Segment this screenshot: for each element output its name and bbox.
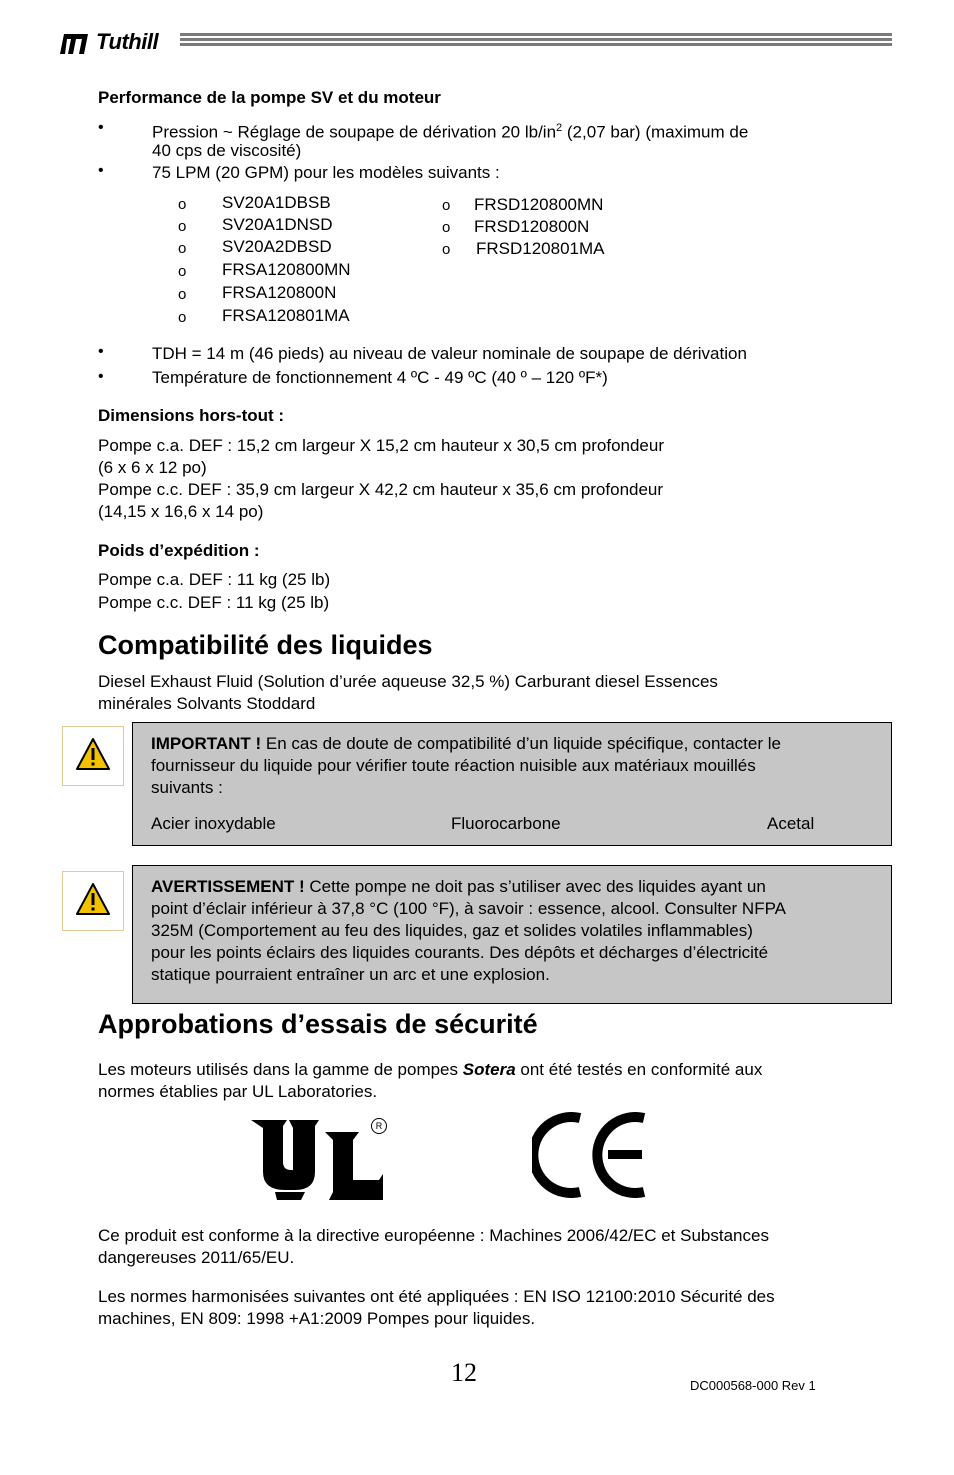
circle-bullet-icon: o bbox=[178, 218, 187, 235]
header-rule bbox=[180, 33, 892, 51]
important-label: IMPORTANT ! bbox=[151, 734, 262, 753]
model-item: SV20A1DBSB bbox=[222, 193, 331, 212]
important-line: fournisseur du liquide pour vérifier toute réaction nuisible aux matériaux mouillés bbox=[151, 756, 756, 775]
model-item: FRSA120801MA bbox=[222, 306, 350, 325]
perf-heading: Performance de la pompe SV et du moteur bbox=[98, 88, 441, 107]
perf-bullet-flow: 75 LPM (20 GPM) pour les modèles suivants : bbox=[152, 163, 500, 182]
circle-bullet-icon: o bbox=[442, 219, 451, 236]
important-line: IMPORTANT ! En cas de doute de compatibilité d’un liquide spécifique, contacter le bbox=[151, 734, 781, 753]
weight-heading: Poids d’expédition : bbox=[98, 541, 260, 560]
model-item: FRSA120800N bbox=[222, 283, 337, 302]
material-item: Fluorocarbone bbox=[451, 814, 561, 833]
directive-paragraph: dangereuses 2011/65/EU. bbox=[98, 1248, 295, 1267]
dims-heading: Dimensions hors-tout : bbox=[98, 406, 285, 425]
weight-line: Pompe c.c. DEF : 11 kg (25 lb) bbox=[98, 593, 330, 612]
perf-bullet-pressure-line2: 40 cps de viscosité) bbox=[152, 141, 302, 160]
perf-bullet-temperature: Température de fonctionnement 4 ºC - 49 ºC (40 º – 120 ºF*) bbox=[152, 368, 608, 387]
approvals-paragraph: normes établies par UL Laboratories. bbox=[98, 1082, 378, 1101]
ul-certification-logo-icon bbox=[249, 1118, 389, 1204]
logo-text: Tuthill bbox=[96, 29, 159, 54]
model-item: SV20A1DNSD bbox=[222, 215, 333, 234]
bullet-icon: • bbox=[98, 119, 104, 136]
warning-line: point d’éclair inférieur à 37,8 °C (100 °F), à savoir : essence, alcool. Consulter NFPA bbox=[151, 899, 787, 918]
document-id: DC000568-000 Rev 1 bbox=[690, 1378, 816, 1393]
perf-bullet-pressure: Pression ~ Réglage de soupape de dérivation 20 $lb/in^2$ (2,07 bar) (maximum de bbox=[152, 122, 749, 142]
circle-bullet-icon: o bbox=[178, 309, 187, 326]
tuthill-logo-mark-icon bbox=[58, 30, 92, 56]
circle-bullet-icon: o bbox=[442, 197, 451, 214]
compat-heading: Compatibilité des liquides bbox=[98, 630, 433, 660]
approvals-paragraph: Les moteurs utilisés dans la gamme de pompes Sotera ont été testés en conformité aux bbox=[98, 1060, 763, 1079]
standards-paragraph: Les normes harmonisées suivantes ont été appliquées : EN ISO 12100:2010 Sécurité des bbox=[98, 1287, 775, 1306]
compat-line: minérales Solvants Stoddard bbox=[98, 694, 316, 713]
warning-line: pour les points éclairs des liquides courants. Des dépôts et décharges d’électricité bbox=[151, 943, 769, 962]
warning-line: statique pourraient entraîner un arc et une explosion. bbox=[151, 965, 550, 984]
important-line: suivants : bbox=[151, 778, 223, 797]
bullet-icon: • bbox=[98, 368, 104, 385]
registered-mark-icon: R bbox=[371, 1118, 387, 1134]
bullet-icon: • bbox=[98, 343, 104, 360]
model-item: SV20A2DBSD bbox=[222, 237, 332, 256]
circle-bullet-icon: o bbox=[178, 196, 187, 213]
model-item: FRSA120800MN bbox=[222, 260, 351, 279]
dims-line: Pompe c.a. DEF : 15,2 cm largeur X 15,2 cm hauteur x 30,5 cm profondeur bbox=[98, 436, 664, 455]
weight-line: Pompe c.a. DEF : 11 kg (25 lb) bbox=[98, 570, 331, 589]
material-item: Acier inoxydable bbox=[151, 814, 276, 833]
circle-bullet-icon: o bbox=[178, 286, 187, 303]
warning-line: 325M (Comportement au feu des liquides, gaz et solides volatiles inflammables) bbox=[151, 921, 753, 940]
warning-triangle-icon bbox=[62, 726, 124, 786]
page-number: 12 bbox=[451, 1358, 477, 1387]
warning-triangle-icon bbox=[62, 871, 124, 931]
model-item: FRSD120800MN bbox=[474, 195, 604, 214]
warning-label: AVERTISSEMENT ! bbox=[151, 877, 305, 896]
bullet-icon: • bbox=[98, 162, 104, 179]
dims-line: (6 x 6 x 12 po) bbox=[98, 458, 207, 477]
approvals-heading: Approbations d’essais de sécurité bbox=[98, 1009, 538, 1039]
brand-name: Sotera bbox=[462, 1060, 516, 1079]
dims-line: (14,15 x 16,6 x 14 po) bbox=[98, 502, 264, 521]
perf-bullet-tdh: TDH = 14 m (46 pieds) au niveau de valeur nominale de soupape de dérivation bbox=[152, 344, 747, 363]
model-item: FRSD120801MA bbox=[476, 239, 605, 258]
model-item: FRSD120800N bbox=[474, 217, 590, 236]
standards-paragraph: machines, EN 809: 1998 +A1:2009 Pompes pour liquides. bbox=[98, 1309, 536, 1328]
circle-bullet-icon: o bbox=[178, 263, 187, 280]
circle-bullet-icon: o bbox=[178, 240, 187, 257]
circle-bullet-icon: o bbox=[442, 241, 451, 258]
tuthill-logo bbox=[58, 30, 170, 56]
directive-paragraph: Ce produit est conforme à la directive européenne : Machines 2006/42/EC et Substances bbox=[98, 1226, 769, 1245]
compat-line: Diesel Exhaust Fluid (Solution d’urée aqueuse 32,5 %) Carburant diesel Essences bbox=[98, 672, 718, 691]
warning-line: AVERTISSEMENT ! Cette pompe ne doit pas s’utiliser avec des liquides ayant un bbox=[151, 877, 766, 896]
ce-mark-logo-icon bbox=[532, 1112, 652, 1198]
material-item: Acetal bbox=[767, 814, 815, 833]
dims-line: Pompe c.c. DEF : 35,9 cm largeur X 42,2 cm hauteur x 35,6 cm profondeur bbox=[98, 480, 664, 499]
